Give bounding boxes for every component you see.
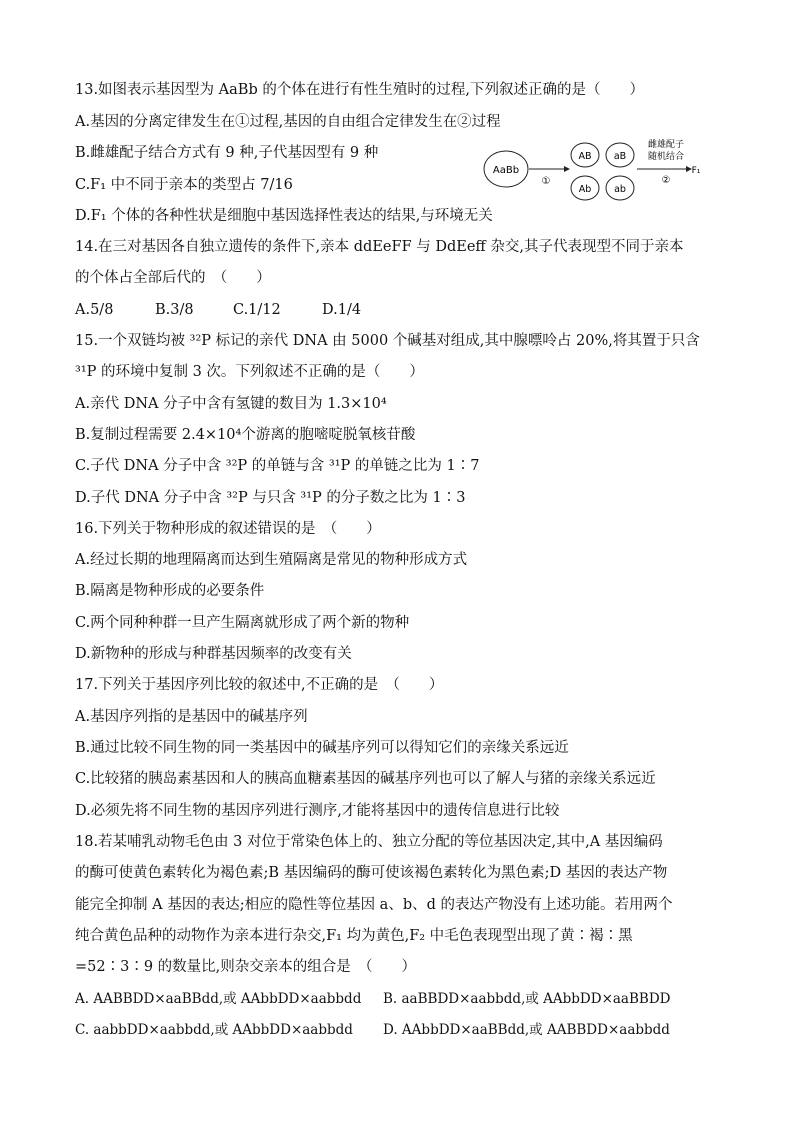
q15-option-c: C.子代 DNA 分子中含 ³²P 的单链与含 ³¹P 的单链之比为 1∶7 (75, 458, 480, 474)
parent-label: AaBb (492, 165, 520, 176)
q13-option-d: D.F₁ 个体的各种性状是细胞中基因选择性表达的结果,与环境无关 (75, 208, 493, 224)
q18-stem-line3: 能完全抑制 A 基因的表达;相应的隐性等位基因 a、b、d 的表达产物没有上述功能。若用两个 (75, 897, 673, 913)
q18-option-a: A. AABBDD×aaBBdd,或 AAbbDD×aabbdd (75, 991, 362, 1007)
q13-option-b: B.雌雄配子结合方式有 9 种,子代基因型有 9 种 (75, 145, 379, 161)
random-fusion-label-2: 随机结合 (647, 152, 685, 162)
q15-option-b: B.复制过程需要 2.4×10⁴个游离的胞嘧啶脱氧核苷酸 (75, 427, 416, 443)
q14-option-b: B.3/8 (155, 302, 194, 318)
q18-stem-line5: =52∶3∶9 的数量比,则杂交亲本的组合是 （ ） (75, 959, 417, 975)
q17-option-a: A.基因序列指的是基因中的碱基序列 (75, 709, 308, 725)
q18-stem-line4: 纯合黄色品种的动物作为亲本进行杂交,F₁ 均为黄色,F₂ 中毛色表现型出现了黄∶褐∶黑 (75, 928, 633, 944)
q18-option-b: B. aaBBDD×aabbdd,或 AAbbDD×aaBBDD (383, 991, 671, 1007)
q14-option-a: A.5/8 (75, 302, 114, 318)
q16-stem: 16.下列关于物种形成的叙述错误的是 （ ） (75, 521, 381, 537)
q18-option-d: D. AAbbDD×aaBBdd,或 AABBDD×aabbdd (383, 1022, 670, 1038)
q13-stem: 13.如图表示基因型为 AaBb 的个体在进行有性生殖时的过程,下列叙述正确的是（ ） (75, 82, 644, 98)
gamete-AB: AB (578, 151, 592, 162)
gamete-ab: ab (614, 184, 626, 195)
q14-option-c: C.1/12 (233, 302, 281, 318)
q18-option-c: C. aabbDD×aabbdd,或 AAbbDD×aabbdd (75, 1022, 353, 1038)
q17-option-b: B.通过比较不同生物的同一类基因中的碱基序列可以得知它们的亲缘关系远近 (75, 740, 569, 756)
q16-option-d: D.新物种的形成与种群基因频率的改变有关 (75, 646, 352, 662)
offspring-label: F₁ (691, 166, 701, 176)
q16-option-c: C.两个同种种群一旦产生隔离就形成了两个新的物种 (75, 615, 410, 631)
q15-stem-line1: 15.一个双链均被 ³²P 标记的亲代 DNA 由 5000 个碱基对组成,其中腺嘌呤占 20%,将其置于只含 (75, 333, 700, 349)
q17-option-c: C.比较猪的胰岛素基因和人的胰高血糖素基因的碱基序列也可以了解人与猪的亲缘关系远近 (75, 771, 656, 787)
q13-option-a: A.基因的分离定律发生在①过程,基因的自由组合定律发生在②过程 (75, 114, 501, 130)
q17-option-d: D.必须先将不同生物的基因序列进行测序,才能将基因中的遗传信息进行比较 (75, 803, 560, 819)
random-fusion-label-1: 雌雄配子 (647, 140, 685, 150)
q15-option-d: D.子代 DNA 分子中含 ³²P 与只含 ³¹P 的分子数之比为 1∶3 (75, 490, 466, 506)
q14-stem-line1: 14.在三对基因各自独立遗传的条件下,亲本 ddEeFF 与 DdEeff 杂交,其子代表现型不同于亲本 (75, 239, 684, 255)
gamete-diagram (482, 138, 702, 208)
q15-stem-line2: ³¹P 的环境中复制 3 次。下列叙述不正确的是（ ） (75, 364, 424, 380)
q13-option-c: C.F₁ 中不同于亲本的类型占 7/16 (75, 177, 293, 193)
q15-option-a: A.亲代 DNA 分子中含有氢键的数目为 1.3×10⁴ (75, 396, 387, 412)
q16-option-b: B.隔离是物种形成的必要条件 (75, 583, 265, 599)
q14-stem-line2: 的个体占全部后代的 （ ） (75, 270, 271, 286)
gamete-diagram-svg (482, 138, 702, 208)
step-2-label: ② (661, 175, 671, 186)
q16-option-a: A.经过长期的地理隔离而达到生殖隔离是常见的物种形成方式 (75, 552, 468, 568)
q14-option-d: D.1/4 (322, 302, 362, 318)
q18-stem-line2: 的酶可使黄色素转化为褐色素;B 基因编码的酶可使该褐色素转化为黑色素;D 基因的表达产物 (75, 865, 668, 881)
q18-stem-line1: 18.若某哺乳动物毛色由 3 对位于常染色体上的、独立分配的等位基因决定,其中,A 基因编码 (75, 834, 663, 850)
step-1-label: ① (541, 176, 551, 187)
arrow-1-head (564, 166, 570, 172)
q17-stem: 17.下列关于基因序列比较的叙述中,不正确的是 （ ） (75, 677, 444, 693)
gamete-aB: aB (613, 151, 627, 162)
gamete-Ab: Ab (578, 184, 592, 195)
